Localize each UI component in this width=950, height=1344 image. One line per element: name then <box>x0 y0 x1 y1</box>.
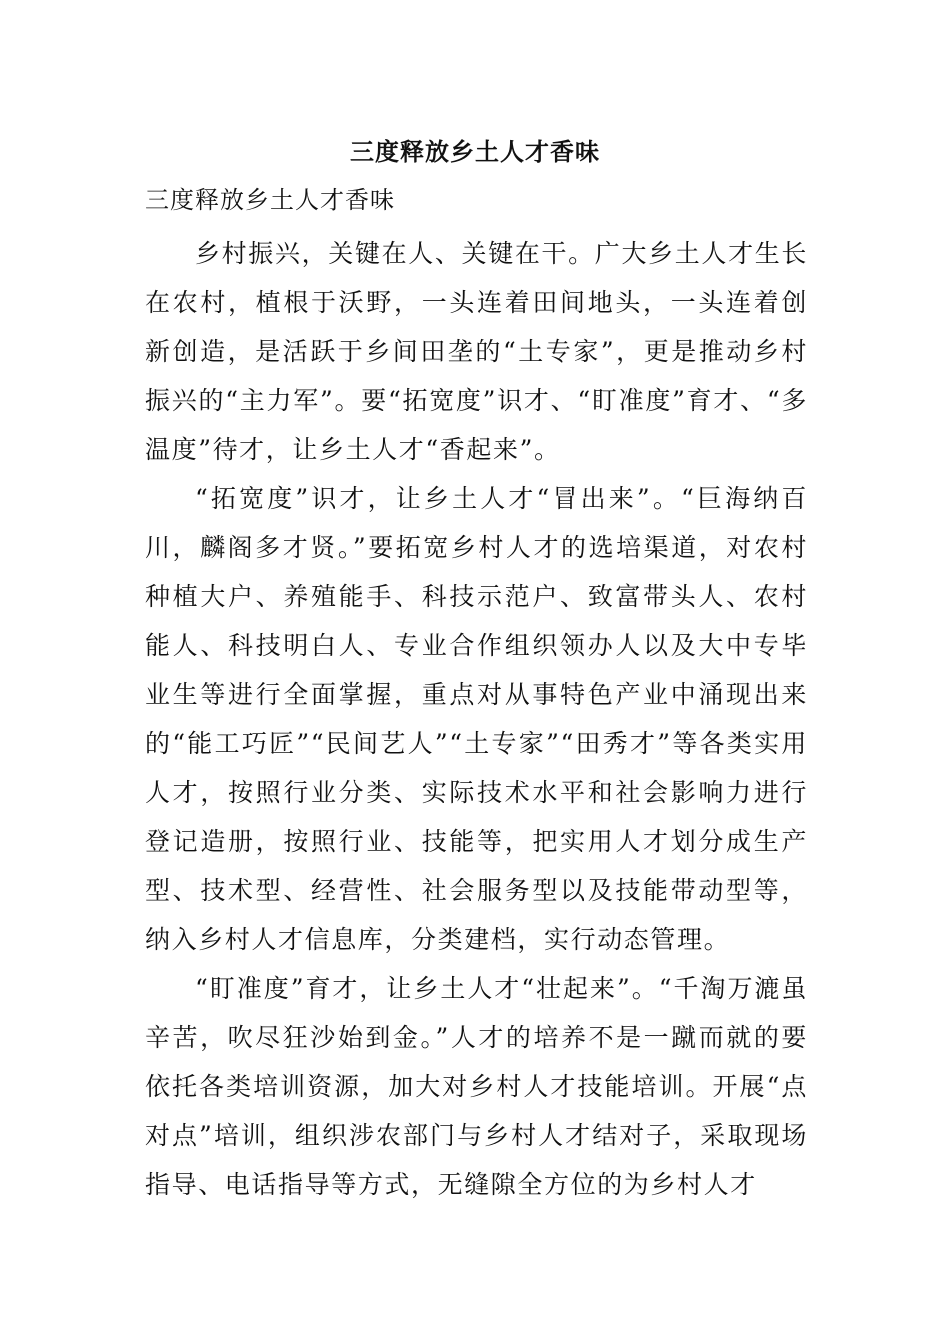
document-body <box>145 229 808 1209</box>
paragraph-intro: 乡村振兴，关键在人、关键在干。广大乡土人才生长在农村，植根于沃野，一头连着田间地头，一头连着创新创造，是活跃于乡间田垄的“土专家”，更是推动乡村振兴的“主力军”。要“拓宽度”识才、“盯准度”育才、“多温度”待才，让乡土人才“香起来”。 <box>145 239 808 464</box>
document-title: 三度释放乡土人才香味 <box>350 137 600 166</box>
paragraph-identify-talent: “拓宽度”识才，让乡土人才“冒出来”。“巨海纳百川，麟阁多才贤。”要拓宽乡村人才的选培渠道，对农村种植大户、养殖能手、科技示范户、致富带头人、农村能人、科技明白人、专业合作组织领办人以及大中专毕业生等进行全面掌握，重点对从事特色产业中涌现出来的“能工巧匠”“民间艺人”“土专家”“田秀才”等各类实用人才，按照行业分类、实际技术水平和社会影响力进行登记造册，按照行业、技能等，把实用人才划分成生产型、技术型、经营性、社会服务型以及技能带动型等，纳入乡村人才信息库，分类建档，实行动态管理。 <box>145 484 808 954</box>
document-subtitle: 三度释放乡土人才香味 <box>145 186 395 214</box>
paragraph-cultivate-talent: “盯准度”育才，让乡土人才“壮起来”。“千淘万漉虽辛苦，吹尽狂沙始到金。”人才的培养不是一蹴而就的要依托各类培训资源，加大对乡村人才技能培训。开展“点对点”培训，组织涉农部门与乡村人才结对子，采取现场指导、电话指导等方式，无缝隙全方位的为乡村人才 <box>145 974 808 1199</box>
